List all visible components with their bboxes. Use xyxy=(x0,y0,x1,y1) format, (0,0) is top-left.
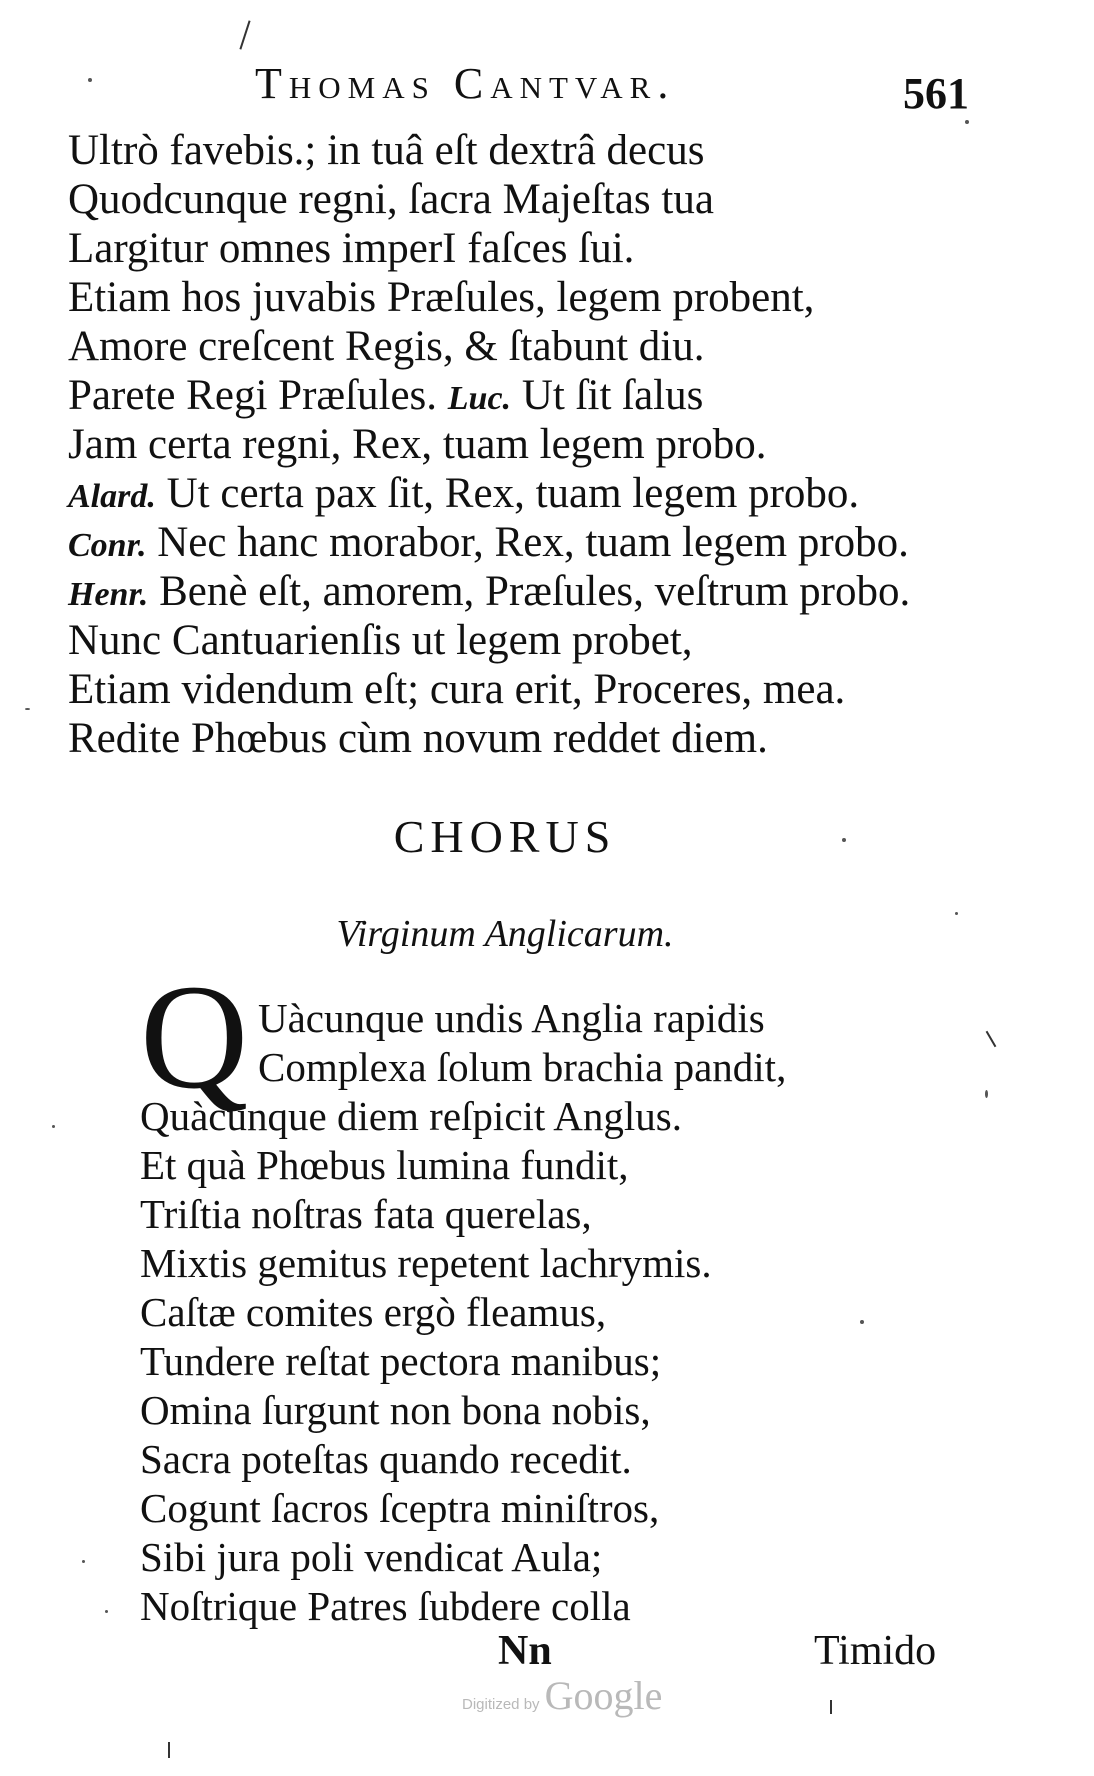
chorus-line: Complexa ſolum brachia pandit, xyxy=(258,1044,787,1090)
catchword: Timido xyxy=(814,1628,937,1674)
chorus-line: Noſtrique Patres ſubdere colla xyxy=(140,1583,631,1629)
verse-line: Amore creſcent Regis, & ſtabunt diu. xyxy=(68,323,705,370)
chorus-line: Triſtia noſtras fata querelas, xyxy=(140,1191,592,1237)
speaker-label: Luc. xyxy=(447,380,512,417)
scan-mark xyxy=(830,1700,832,1714)
chorus-line: Quàcunque diem reſpicit Anglus. xyxy=(140,1093,682,1139)
verse-line: Nunc Cantuarienſis ut legem probet, xyxy=(68,617,693,664)
verse-line: Conr. Nec hanc morabor, Rex, tuam legem probo. xyxy=(68,519,909,566)
page-number: 561 xyxy=(903,69,969,118)
speaker-label: Alard. xyxy=(68,478,156,515)
dialogue-verse xyxy=(68,126,910,763)
digitization-watermark xyxy=(462,1672,662,1719)
chorus-verse xyxy=(140,994,786,1631)
speaker-label: Conr. xyxy=(68,527,147,564)
chorus-title: CHORUS xyxy=(393,811,617,862)
speaker-label: Henr. xyxy=(68,576,149,613)
watermark-prefix: Digitized by xyxy=(462,1696,540,1713)
verse-line: Etiam videndum eſt; cura erit, Proceres, mea. xyxy=(68,666,846,713)
chorus-line: Uàcunque undis Anglia rapidis xyxy=(258,995,765,1041)
scan-speck xyxy=(82,1560,85,1563)
scan-speck xyxy=(88,78,92,82)
chorus-line: Caſtæ comites ergò fleamus, xyxy=(140,1289,607,1335)
chorus-line: Mixtis gemitus repetent lachrymis. xyxy=(140,1240,712,1286)
scan-speck xyxy=(105,1610,108,1613)
chorus-line: Et quà Phœbus lumina fundit, xyxy=(140,1142,629,1188)
verse-line: Parete Regi Præſules. Luc. Ut ſit ſalus xyxy=(68,372,704,419)
verse-line: Alard. Ut certa pax ſit, Rex, tuam legem probo. xyxy=(68,470,860,517)
verse-line: Etiam hos juvabis Præſules, legem probent, xyxy=(68,274,815,321)
verse-line: Jam certa regni, Rex, tuam legem probo. xyxy=(68,421,767,468)
drop-cap: Q xyxy=(140,954,249,1120)
watermark-brand: Google xyxy=(544,1673,663,1718)
chorus-line: Sacra poteſtas quando recedit. xyxy=(140,1436,632,1482)
chorus-line: Omina ſurgunt non bona nobis, xyxy=(140,1387,651,1433)
scan-speck xyxy=(985,1090,988,1098)
verse-line: Henr. Benè eſt, amorem, Præſules, veſtrum probo. xyxy=(68,568,911,615)
signature-mark: Nn xyxy=(498,1628,552,1674)
scan-speck xyxy=(842,838,846,842)
scan-mark xyxy=(168,1742,170,1758)
scan-mark xyxy=(986,1031,997,1048)
scan-speck xyxy=(955,912,958,915)
scan-speck xyxy=(25,708,30,710)
scan-speck xyxy=(965,120,969,124)
chorus-line: Sibi jura poli vendicat Aula; xyxy=(140,1534,603,1580)
verse-line: Quodcunque regni, ſacra Majeſtas tua xyxy=(68,176,714,223)
chorus-subtitle: Virginum Anglicarum. xyxy=(336,913,674,955)
scan-speck xyxy=(52,1125,55,1128)
chorus-line: Cogunt ſacros ſceptra miniſtros, xyxy=(140,1485,660,1531)
verse-line: Ultrò favebis.; in tuâ eſt dextrâ decus xyxy=(68,127,705,174)
running-head: Thomas Cantvar. xyxy=(255,59,676,108)
verse-line: Largitur omnes imperI faſces ſui. xyxy=(68,225,635,272)
chorus-line: Tundere reſtat pectora manibus; xyxy=(140,1338,662,1384)
scan-speck xyxy=(860,1320,864,1324)
scan-mark xyxy=(239,20,250,49)
verse-line: Redite Phœbus cùm novum reddet diem. xyxy=(68,715,768,762)
